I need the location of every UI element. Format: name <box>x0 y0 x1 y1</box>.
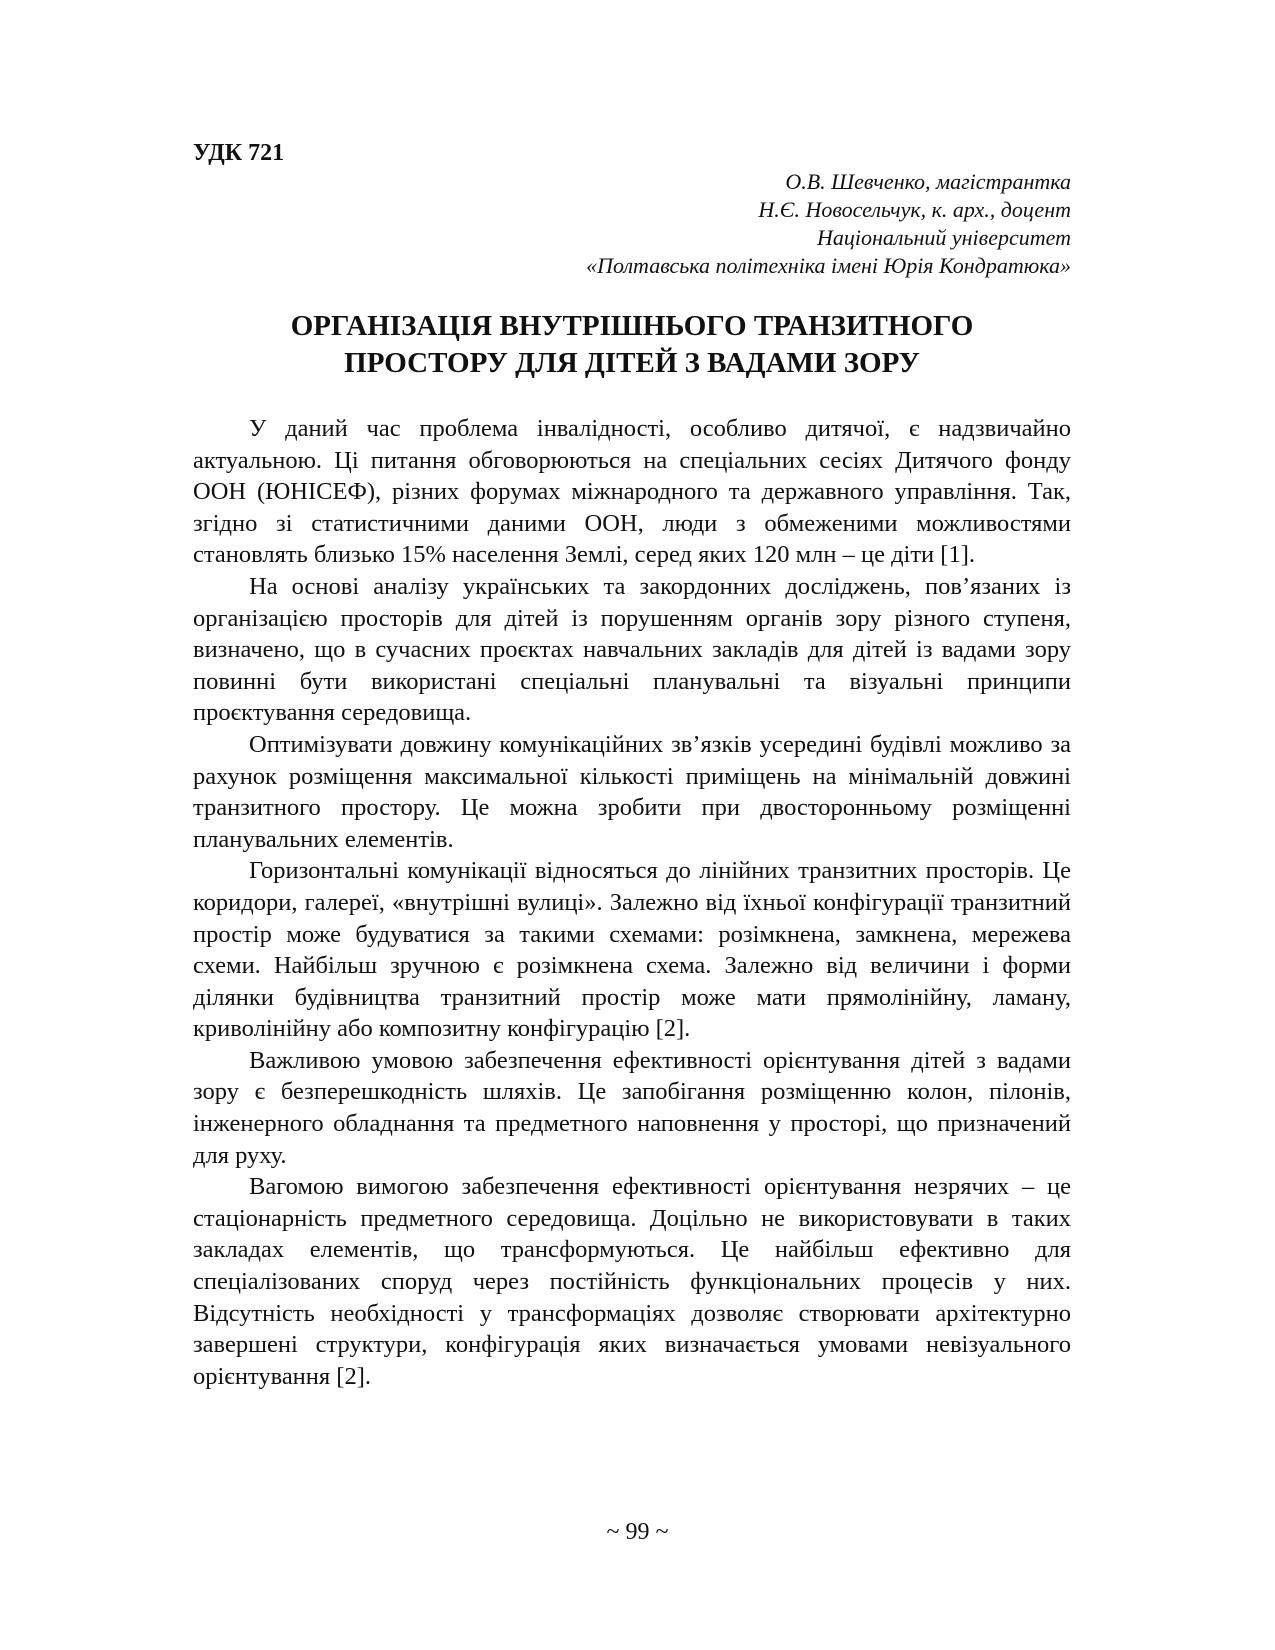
title-line: ОРГАНІЗАЦІЯ ВНУТРІШНЬОГО ТРАНЗИТНОГО <box>290 310 974 342</box>
paragraph: Горизонтальні комунікації відносяться до лінійних транзитних просторів. Це коридори, галереї, «внутрішні вулиці». Залежно від їхньої конфігурації транзитний простір може будуватися за такими схемами: розімкнена, замкнена, мережева схеми. Найбільш зручною є розімкнена схема. Залежно від величини і форми ділянки будівництва транзитний простір може мати прямолінійну, ламану, криволінійну або композитну конфігурацію [2]. <box>193 857 1071 1043</box>
udk-code: УДК 721 <box>193 140 285 166</box>
affiliation-line: Національний університет <box>816 225 1071 250</box>
author-line: О.В. Шевченко, магістрантка <box>785 169 1071 194</box>
affiliation-line: «Полтавська політехніка імені Юрія Кондратюка» <box>586 253 1071 278</box>
paper-title <box>193 308 1071 382</box>
paragraph: У даний час проблема інвалідності, особливо дитячої, є надзвичайно актуальною. Ці питання обговорюються на спеціальних сесіях Дитячого фонду ООН (ЮНІСЕФ), різних форумах міжнародного та державного управління. Так, згідно зі статистичними даними ООН, люди з обмеженими можливостями становлять близько 15% населення Землі, серед яких 120 млн – це діти [1]. <box>193 415 1071 569</box>
paragraph: Важливою умовою забезпечення ефективності орієнтування дітей з вадами зору є безперешкодність шляхів. Це запобігання розміщенню колон, пілонів, інженерного обладнання та предметного наповнення у просторі, що призначений для руху. <box>193 1046 1071 1169</box>
author-block <box>586 168 1071 280</box>
paragraph: Вагомою вимогою забезпечення ефективності орієнтування незрячих – це стаціонарність предметного середовища. Доцільно не використовувати в таких закладах елементів, що трансформуються. Це найбільш ефективно для спеціалізованих споруд через постійність функціональних процесів у них. Відсутність необхідності у трансформаціях дозволяє створювати архітектурно завершені структури, конфігурація яких визначається умовами невізуального орієнтування [2]. <box>193 1173 1071 1390</box>
paragraph: Оптимізувати довжину комунікаційних зв’язків усередині будівлі можливо за рахунок розміщення максимальної кількості приміщень на мінімальній довжині транзитного простору. Це можна зробити при двосторонньому розміщенні планувальних елементів. <box>193 730 1071 853</box>
paragraph: На основі аналізу українських та закордонних досліджень, пов’язаних із організацією просторів для дітей із порушенням органів зору різного ступеня, визначено, що в сучасних проєктах навчальних закладів для дітей із вадами зору повинні бути використані спеціальні планувальні та візуальні принципи проєктування середовища. <box>193 572 1071 727</box>
body-text <box>193 413 1071 1392</box>
author-line: Н.Є. Новосельчук, к. арх., доцент <box>758 197 1071 222</box>
page-number: ~ 99 ~ <box>606 1519 669 1545</box>
title-line: ПРОСТОРУ ДЛЯ ДІТЕЙ З ВАДАМИ ЗОРУ <box>344 347 920 379</box>
